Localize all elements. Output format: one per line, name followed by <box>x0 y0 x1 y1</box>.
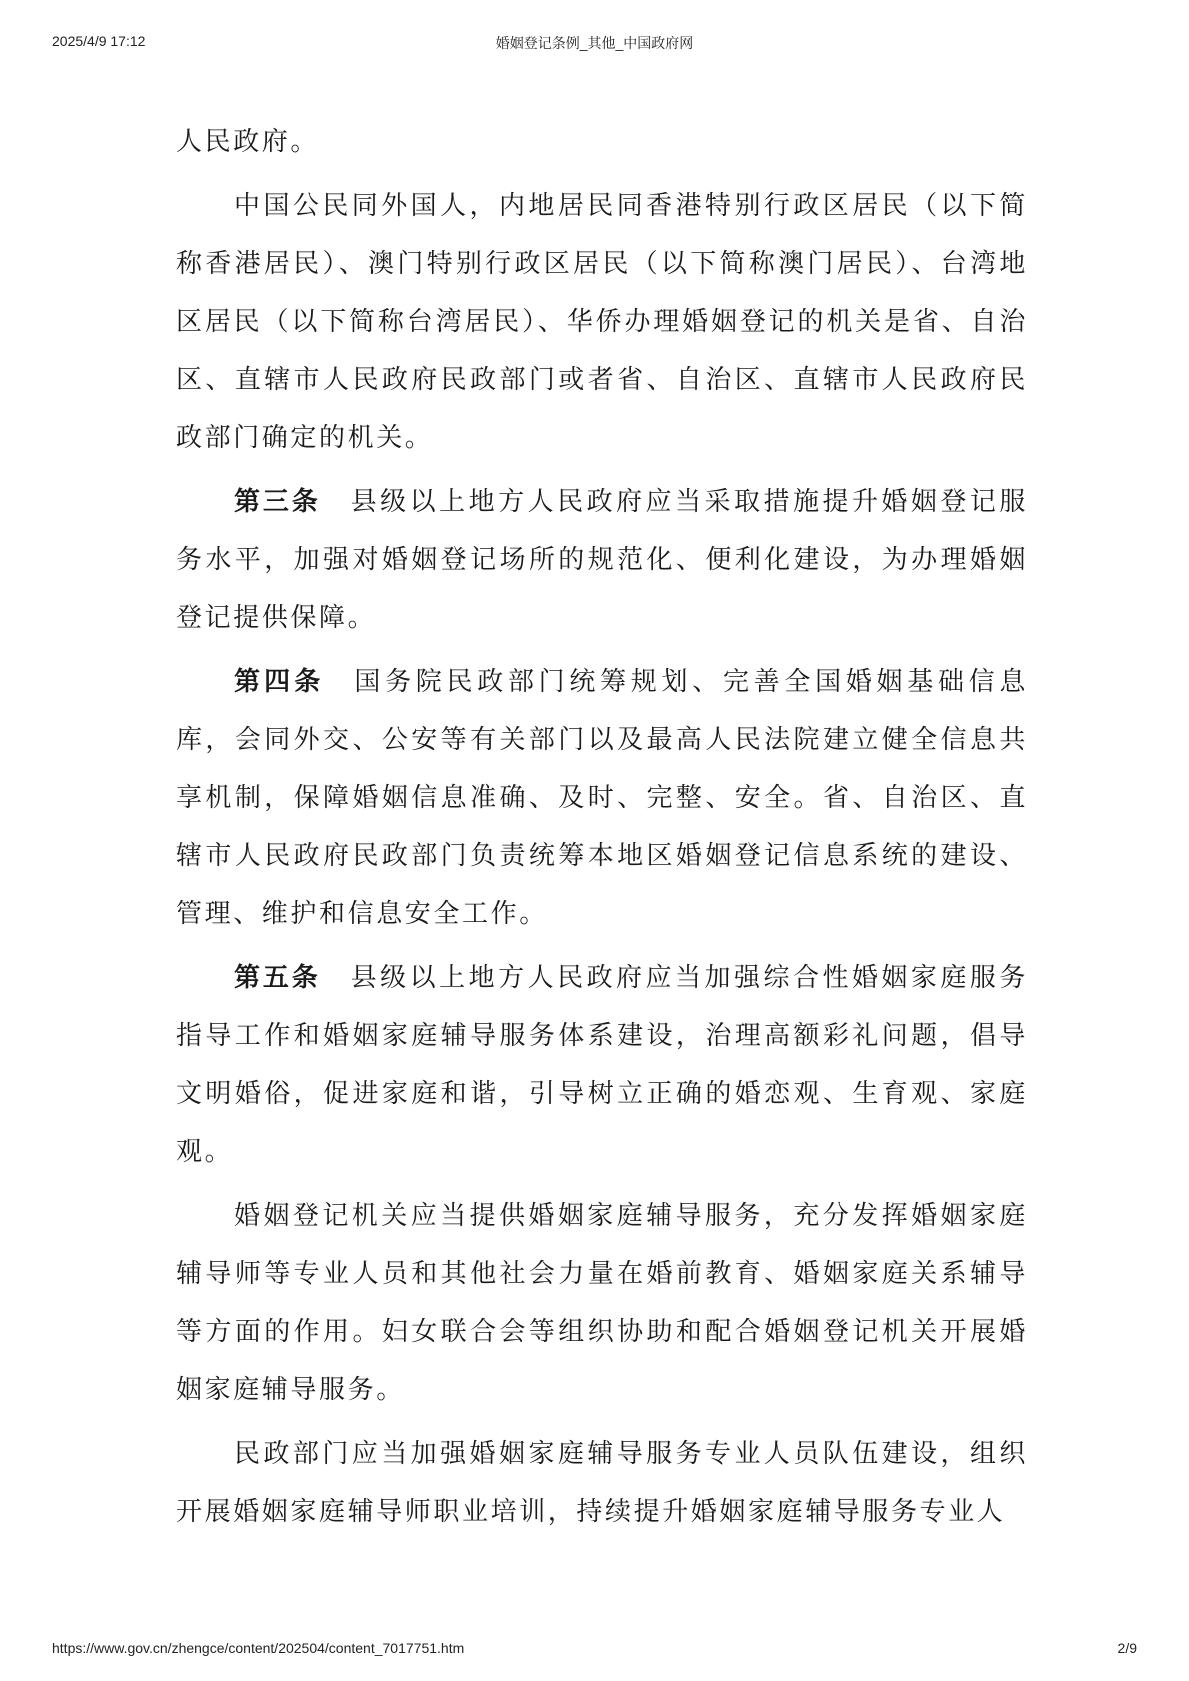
paragraph: 民政部门应当加强婚姻家庭辅导服务专业人员队伍建设，组织开展婚姻家庭辅导师职业培训，持续提升婚姻家庭辅导服务专业人 <box>176 1439 1028 1527</box>
print-datetime: 2025/4/9 17:12 <box>52 33 146 49</box>
article-text: 国务院民政部门统筹规划、完善全国婚姻基础信息库，会同外交、公安等有关部门以及最高人民法院建立健全信息共享机制，保障婚姻信息准确、及时、完整、安全。省、自治区、直辖市人民政府民政部门负责统筹本地区婚姻登记信息系统的建设、管理、维护和信息安全工作。 <box>176 667 1028 929</box>
document-title: 婚姻登记条例_其他_中国政府网 <box>495 35 694 51</box>
article-label: 第五条 <box>234 963 321 993</box>
document-body <box>176 113 1028 1547</box>
paragraph: 婚姻登记机关应当提供婚姻家庭辅导服务，充分发挥婚姻家庭辅导师等专业人员和其他社会力量在婚前教育、婚姻家庭关系辅导等方面的作用。妇女联合会等组织协助和配合婚姻登记机关开展婚姻家庭辅导服务。 <box>176 1201 1028 1405</box>
source-url: https://www.gov.cn/zhengce/content/202504/content_7017751.htm <box>52 1640 465 1656</box>
paragraph: 中国公民同外国人，内地居民同香港特别行政区居民（以下简称香港居民）、澳门特别行政区居民（以下简称澳门居民）、台湾地区居民（以下简称台湾居民）、华侨办理婚姻登记的机关是省、自治区、直辖市人民政府民政部门或者省、自治区、直辖市人民政府民政部门确定的机关。 <box>176 191 1028 453</box>
page-number: 2/9 <box>1117 1640 1137 1656</box>
article-4 <box>176 653 1028 943</box>
article-3 <box>176 473 1028 647</box>
article-text: 县级以上地方人民政府应当采取措施提升婚姻登记服务水平，加强对婚姻登记场所的规范化、便利化建设，为办理婚姻登记提供保障。 <box>176 487 1028 633</box>
article-5 <box>176 949 1028 1181</box>
print-header <box>0 33 1189 53</box>
paragraph-continued: 人民政府。 <box>176 127 320 157</box>
article-label: 第四条 <box>234 667 325 697</box>
article-text: 县级以上地方人民政府应当加强综合性婚姻家庭服务指导工作和婚姻家庭辅导服务体系建设，治理高额彩礼问题，倡导文明婚俗，促进家庭和谐，引导树立正确的婚恋观、生育观、家庭观。 <box>176 963 1028 1167</box>
article-label: 第三条 <box>234 487 321 517</box>
print-footer <box>0 1640 1189 1660</box>
